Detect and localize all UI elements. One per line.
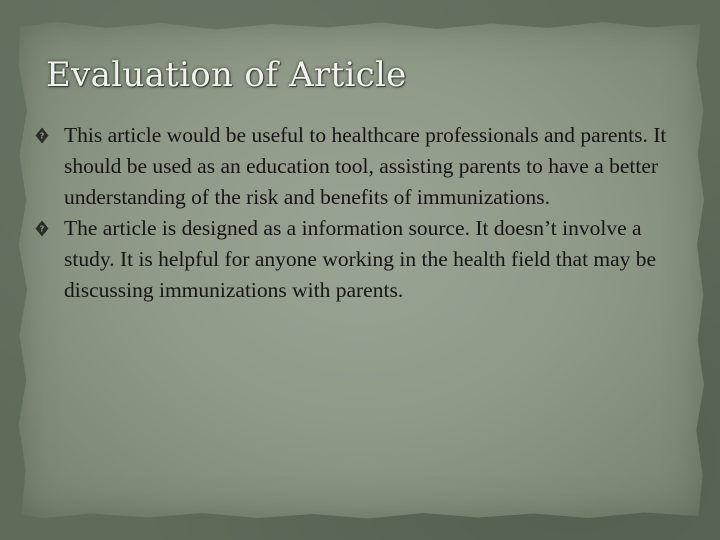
missing-glyph-icon bbox=[34, 126, 50, 144]
svg-text:?: ? bbox=[39, 224, 45, 233]
bullet-item bbox=[34, 213, 674, 306]
bullet-item bbox=[34, 120, 674, 213]
bullet-list bbox=[34, 120, 674, 306]
slide-title: Evaluation of Article bbox=[46, 55, 407, 95]
missing-glyph-icon bbox=[34, 219, 50, 237]
bullet-text: The article is designed as a information source. It doesn’t involve a study. It is helpful for anyone working in the health field that may be discussing immunizations with parents. bbox=[64, 216, 657, 302]
bullet-text: This article would be useful to healthcare professionals and parents. It should be used as an education tool, assisting parents to have a better understanding of the risk and benefits of immunizations. bbox=[64, 123, 667, 209]
svg-text:?: ? bbox=[39, 131, 45, 140]
